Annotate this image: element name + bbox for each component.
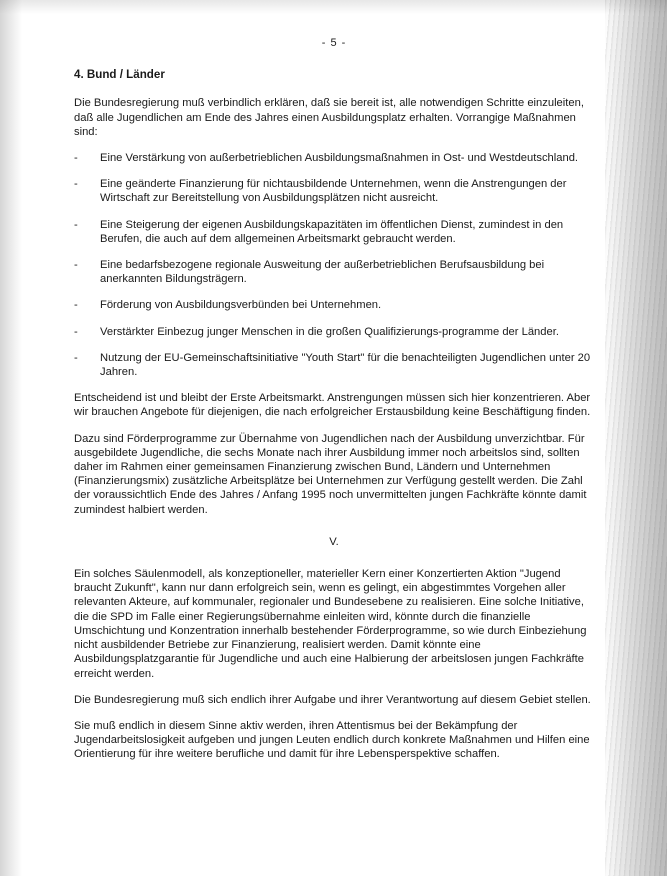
list-item: - Eine geänderte Finanzierung für nichtausbildende Unternehmen, wenn die Anstrengungen der Wirtschaft zur Bereitstellung von Ausbildungsplätzen nicht ausreicht. <box>74 177 594 205</box>
scan-shadow-right <box>605 0 667 876</box>
list-item: - Eine Verstärkung von außerbetrieblichen Ausbildungsmaßnahmen in Ost- und Westdeutschland. <box>74 151 594 165</box>
pillar-model-paragraph: Ein solches Säulenmodell, als konzeptioneller, materieller Kern einer Konzertierten Aktion "Jugend braucht Zukunft", kann nur dann erfolgreich sein, wenn es gelingt, ein abgestimmtes Vorgehen aller relevanten Akteure, auf kommunaler, regionaler und Bundesebene zu realisieren. Eine solche Initiative, die die SPD im Falle einer Regierungsübernahme einleiten wird, könnte durch die finanzielle Umschichtung und Konzentration innerhalb bestehender Förderprogramme, so wie durch Einbeziehung nicht ausbildender Betriebe zur Finanzierung, realisiert werden. Damit könnte eine Ausbildungsplatzgarantie für Jugendliche und auch eine Halbierung der arbeitslosen jungen Fachkräfte erreicht werden. <box>74 568 587 680</box>
intro-paragraph: Die Bundesregierung muß verbindlich erklären, daß sie bereit ist, alle notwendigen Schritte einzuleiten, daß alle Jugendlichen am Ende des Jahres einen Ausbildungsplatz erhalten. Vorrangige Maßnahmen sind: <box>74 97 584 138</box>
list-item: - Nutzung der EU-Gemeinschaftsinitiative "Youth Start" für die benachteiligten Jugendlichen unter 20 Jahren. <box>74 351 594 379</box>
list-item: - Eine bedarfsbezogene regionale Ausweitung der außerbetrieblichen Berufsausbildung bei anerkannten Bildungsträgern. <box>74 258 594 286</box>
document-page <box>74 36 594 774</box>
section-numeral: V. <box>329 535 339 548</box>
attentism-paragraph: Sie muß endlich in diesem Sinne aktiv werden, ihren Attentismus bei der Bekämpfung der Jugendarbeitslosigkeit aufgeben und jungen Leuten endlich durch konkrete Maßnahmen und Hilfen eine Orientierung für ihre weitere berufliche und damit für ihre Lebensperspektive schaffen. <box>74 719 590 761</box>
funding-paragraph: Dazu sind Förderprogramme zur Übernahme von Jugendlichen nach der Ausbildung unverzichtbar. Für ausgebildete Jugendliche, die sechs Monate nach ihrer Ausbildung immer noch arbeitslos sind, sollten daher im Rahmen einer gemeinsamen Finanzierung zwischen Bund, Ländern und Unternehmen (Finanzierungsmix) zusätzliche Arbeitsplätze bei Unternehmen zur Verfügung gestellt werden. Die Zahl der voraussichtlich Ende des Jahres / Anfang 1995 noch unvermittelten jungen Fachkräfte könnte damit zumindest halbiert werden. <box>74 432 587 516</box>
responsibility-paragraph: Die Bundesregierung muß sich endlich ihrer Aufgabe und ihrer Verantwortung auf diesem Gebiet stellen. <box>74 693 591 706</box>
scan-shadow-top <box>0 0 667 14</box>
labour-market-paragraph: Entscheidend ist und bleibt der Erste Arbeitsmarkt. Anstrengungen müssen sich hier konzentrieren. Aber wir brauchen Angebote für diejenigen, die nach erfolgreicher Erstausbildung keine Beschäftigung finden. <box>74 392 591 419</box>
page-number: - 5 - <box>321 37 347 49</box>
list-item: - Verstärkter Einbezug junger Menschen in die großen Qualifizierungs-programme der Länder. <box>74 325 594 339</box>
measures-list <box>74 151 594 379</box>
list-item: - Förderung von Ausbildungsverbünden bei Unternehmen. <box>74 298 594 312</box>
list-item: - Eine Steigerung der eigenen Ausbildungskapazitäten im öffentlichen Dienst, zumindest in den Berufen, die auch auf dem allgemeinen Arbeitsmarkt gebraucht werden. <box>74 218 594 246</box>
section-heading: 4. Bund / Länder <box>74 68 165 82</box>
scan-shadow-left <box>0 0 22 876</box>
